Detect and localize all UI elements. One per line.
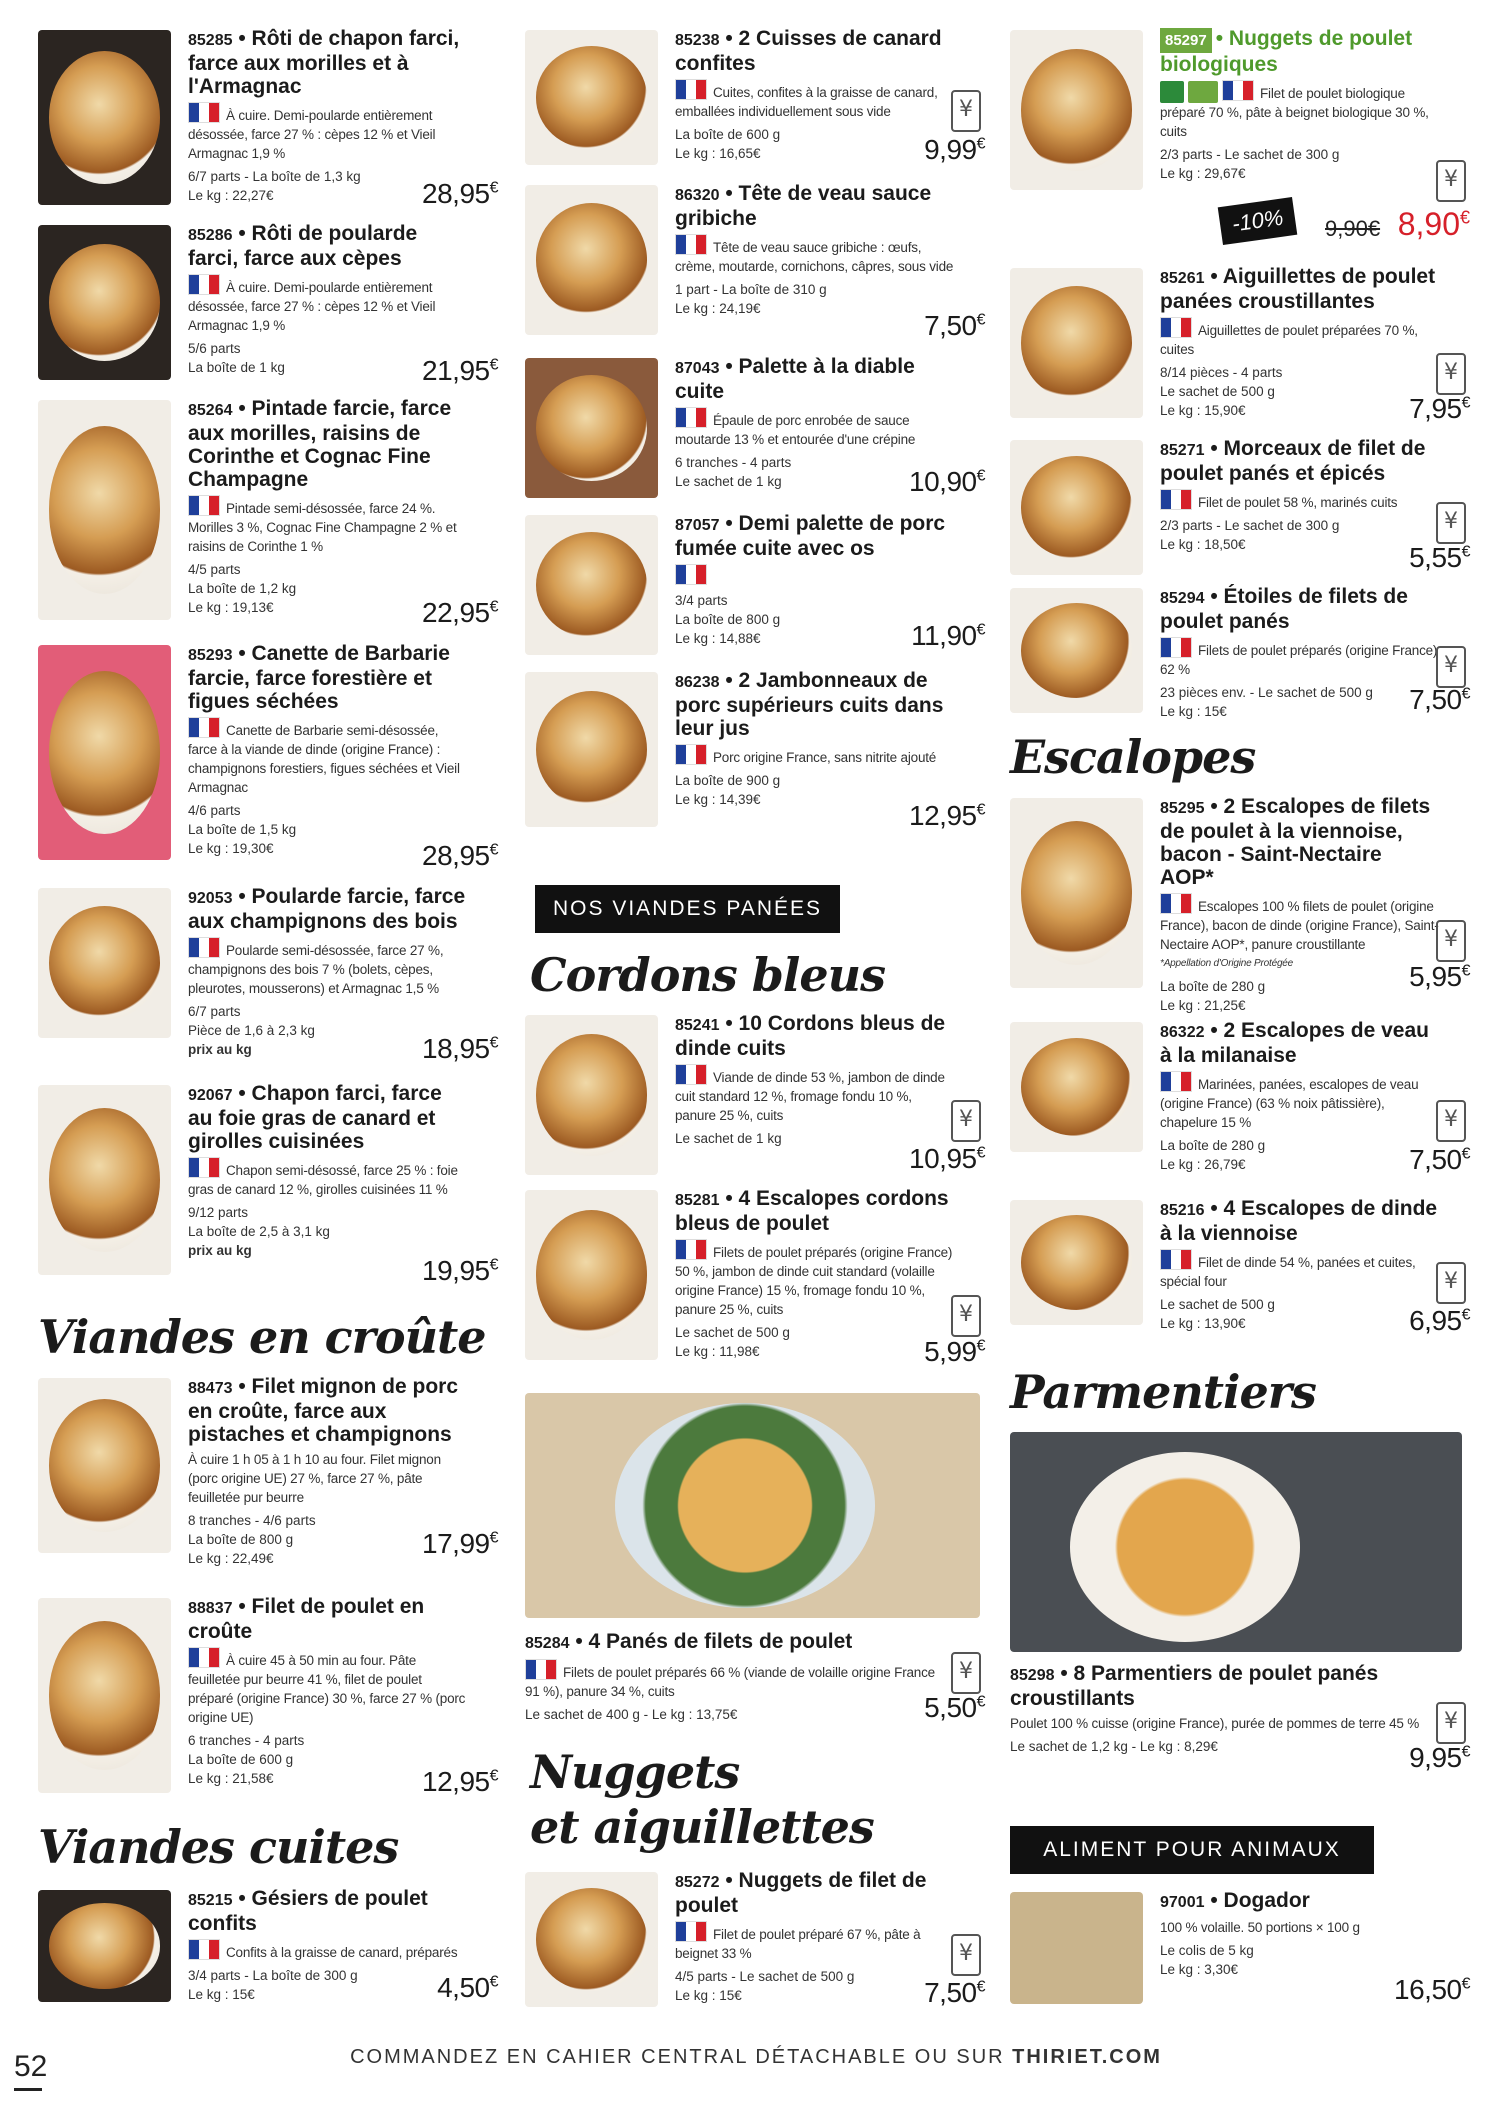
product-title: 85297 • Nuggets de poulet biologiques [1160, 27, 1413, 76]
product-photo [38, 30, 171, 205]
product-card[interactable] [525, 1187, 985, 1375]
product-title: 85286 • Rôti de poularde farci, farce aux cèpes [188, 222, 418, 270]
product-card[interactable] [38, 1375, 498, 1566]
product-desc: À cuire 45 à 50 min au four. Pâte feuilletée pur beurre 41 %, filet de poulet préparé (origine France) 30 %, farce 27 % (porc origine UE) [188, 1647, 468, 1727]
product-price: 28,95€ [422, 178, 498, 209]
product-card[interactable] [38, 1082, 498, 1286]
product-price: 10,90€ [909, 466, 985, 497]
france-flag-icon [675, 1239, 707, 1260]
france-flag-icon [1160, 637, 1192, 658]
product-desc: À cuire. Demi-poularde entièrement désossée, farce 27 % : cèpes 12 % et Vieil Armagnac 1,9 % [188, 274, 468, 335]
product-photo [38, 645, 171, 860]
product-price: 21,95€ [422, 355, 498, 386]
product-meta: 4/5 parts La boîte de 1,2 kg Le kg : 19,13€ [188, 562, 297, 615]
footer: COMMANDEZ EN CAHIER CENTRAL DÉTACHABLE OU SUR THIRIET.COM [350, 2046, 1162, 2068]
product-card[interactable] [1010, 265, 1470, 424]
product-price: 18,95€ [422, 1033, 498, 1064]
panes-photo [525, 1393, 980, 1618]
fork-knife-icon: ¥ [1436, 646, 1466, 688]
product-price: 16,50€ [1394, 1974, 1470, 2005]
france-flag-icon [188, 937, 220, 958]
product-card[interactable] [38, 27, 498, 210]
france-flag-icon [675, 79, 707, 100]
product-photo [1010, 1200, 1143, 1325]
product-title: 92053 • Poularde farcie, farce aux champignons des bois [188, 885, 466, 933]
product-photo [38, 1085, 171, 1275]
product-price: 17,99€ [422, 1528, 498, 1559]
product-price: 9,99€ [924, 134, 985, 165]
product-meta: 4/6 parts La boîte de 1,5 kg Le kg : 19,30€ [188, 803, 297, 856]
product-price: 12,95€ [909, 800, 985, 831]
product-title: 85216 • 4 Escalopes de dinde à la viennoise [1160, 1197, 1438, 1245]
product-card[interactable] [38, 885, 498, 1078]
product-meta: 2/3 parts - Le sachet de 300 g Le kg : 29,67€ [1160, 147, 1340, 181]
product-desc: Canette de Barbarie semi-désossée, farce à la viande de dinde (origine France) : champignons forestiers, figues séchées et Vieil Armagnac [188, 717, 468, 797]
product-meta: Le colis de 5 kg Le kg : 3,30€ [1160, 1943, 1254, 1977]
france-flag-icon [675, 564, 707, 585]
section-title-viandes-en-croute: Viandes en croûte [38, 1310, 486, 1364]
product-card[interactable] [525, 669, 985, 832]
france-flag-icon [1160, 1249, 1192, 1270]
product-photo [1010, 268, 1143, 418]
product-desc: Filets de poulet préparés (origine France) 50 %, jambon de dinde cuit standard (volaille origine France) 15 %, fromage fondu 10 %, panure 25 %, cuits [675, 1239, 955, 1319]
product-price: 10,95€ [909, 1143, 985, 1174]
product-meta: 2/3 parts - Le sachet de 300 g Le kg : 18,50€ [1160, 518, 1340, 552]
product-photo [38, 1890, 171, 2002]
eu-organic-icon [1188, 81, 1218, 103]
product-title: 86322 • 2 Escalopes de veau à la milanaise [1160, 1019, 1429, 1067]
france-flag-icon [188, 274, 220, 295]
product-desc: À cuire 1 h 05 à 1 h 10 au four. Filet mignon (porc origine UE) 27 %, farce 27 %, pâte feuilletée pur beurre [188, 1452, 441, 1505]
product-title: 86320 • Tête de veau sauce gribiche [675, 182, 932, 230]
product-title: 87043 • Palette à la diable cuite [675, 355, 915, 403]
section-banner-viandes-panees: NOS VIANDES PANÉES [535, 885, 840, 933]
product-photo [38, 1378, 171, 1553]
product-photo [525, 1190, 658, 1360]
product-meta: 3/4 parts La boîte de 800 g Le kg : 14,88€ [675, 593, 781, 646]
france-flag-icon [188, 1157, 220, 1178]
footer-site-link[interactable]: THIRIET.COM [1012, 2046, 1162, 2068]
product-photo [525, 1872, 658, 2007]
product-title: 88837 • Filet de poulet en croûte [188, 1595, 425, 1643]
product-photo [1010, 1022, 1143, 1152]
product-desc: À cuire. Demi-poularde entièrement désossée, farce 27 % : cèpes 12 % et Vieil Armagnac 1,9 % [188, 102, 468, 163]
product-desc: Filet de poulet 58 %, marinés cuits [1160, 489, 1440, 512]
france-flag-icon [188, 717, 220, 738]
product-desc: Épaule de porc enrobée de sauce moutarde 13 % et entourée d'une crépine [675, 407, 955, 449]
france-flag-icon [675, 407, 707, 428]
product-price: 7,95€ [1409, 393, 1470, 424]
product-desc: Viande de dinde 53 %, jambon de dinde cuit standard 12 %, fromage fondu 10 %, panure 25 %, cuits [675, 1064, 955, 1125]
product-photo [525, 358, 658, 498]
product-card[interactable] [1010, 27, 1470, 255]
product-desc: Filet de poulet préparé 67 %, pâte à beignet 33 % [675, 1921, 955, 1963]
product-photo [1010, 798, 1143, 988]
product-card[interactable] [1010, 437, 1470, 580]
section-title-parmentiers: Parmentiers [1010, 1365, 1316, 1419]
fork-knife-icon: ¥ [1436, 920, 1466, 962]
product-price: 5,55€ [1409, 542, 1470, 573]
product-title: 85272 • Nuggets de filet de poulet [675, 1869, 927, 1917]
france-flag-icon [188, 1939, 220, 1960]
product-price: 7,50€ [924, 310, 985, 341]
product-meta: 6/7 parts - La boîte de 1,3 kg Le kg : 22,27€ [188, 169, 361, 203]
france-flag-icon [188, 102, 220, 123]
product-photo [1010, 440, 1143, 575]
fork-knife-icon: ¥ [1436, 160, 1466, 202]
product-desc: Filet de poulet biologique préparé 70 %, pâte à beignet biologique 30 %, cuits [1160, 80, 1440, 141]
product-meta: Le sachet de 1,2 kg - Le kg : 8,29€ [1010, 1739, 1218, 1754]
product-meta: La boîte de 280 g Le kg : 21,25€ [1160, 979, 1266, 1013]
product-price: 6,95€ [1409, 1305, 1470, 1336]
product-meta: La boîte de 600 g Le kg : 16,65€ [675, 127, 781, 161]
product-photo [525, 515, 658, 655]
old-price: 9,90€ [1325, 216, 1381, 241]
ab-organic-icon [1160, 81, 1184, 103]
france-flag-icon [675, 234, 707, 255]
product-title: 92067 • Chapon farci, farce au foie gras de canard et girolles cuisinées [188, 1082, 442, 1153]
product-title: 85215 • Gésiers de poulet confits [188, 1887, 428, 1935]
fork-knife-icon: ¥ [1436, 1262, 1466, 1304]
product-desc: 100 % volaille. 50 portions × 100 g [1160, 1920, 1360, 1935]
fork-knife-icon: ¥ [951, 1295, 981, 1337]
product-price: 19,95€ [422, 1255, 498, 1286]
section-title-aiguillettes: et aiguillettes [530, 1800, 874, 1854]
product-desc: Porc origine France, sans nitrite ajouté [675, 744, 955, 767]
product-photo [525, 30, 658, 165]
page-number-underline [14, 2088, 42, 2091]
product-price: 7,50€ [1409, 684, 1470, 715]
product-desc: Tête de veau sauce gribiche : œufs, crème, moutarde, cornichons, câpres, sous vide [675, 234, 955, 276]
product-price: 22,95€ [422, 597, 498, 628]
product-meta: Le sachet de 1 kg [675, 1131, 782, 1146]
product-desc: Marinées, panées, escalopes de veau (origine France) (63 % noix pâtissière), chapelure 15 % [1160, 1071, 1440, 1132]
product-title: 87057 • Demi palette de porc fumée cuite avec os [675, 512, 946, 560]
product-meta: 5/6 parts La boîte de 1 kg [188, 341, 285, 375]
product-title: 85298 • 8 Parmentiers de poulet panés croustillants [1010, 1662, 1379, 1710]
product-desc: Filets de poulet préparés (origine France) 62 % [1160, 637, 1440, 679]
page-number: 52 [14, 2050, 48, 2083]
product-photo [1010, 588, 1143, 713]
product-desc: Filet de dinde 54 %, panées et cuites, spécial four [1160, 1249, 1440, 1291]
france-flag-icon [188, 1647, 220, 1668]
product-meta: 6/7 parts Pièce de 1,6 à 2,3 kg prix au kg [188, 1004, 315, 1057]
product-price: 5,50€ [924, 1692, 985, 1723]
france-flag-icon [675, 1064, 707, 1085]
fork-knife-icon: ¥ [1436, 1100, 1466, 1142]
product-photo [525, 185, 658, 335]
product-meta: Le sachet de 500 g Le kg : 11,98€ [675, 1325, 790, 1359]
product-card[interactable] [525, 1630, 985, 1725]
product-photo [38, 225, 171, 380]
product-title: 85285 • Rôti de chapon farci, farce aux morilles et à l'Armagnac [188, 27, 460, 98]
product-title: 85295 • 2 Escalopes de filets de poulet à la viennoise, bacon - Saint-Nectaire AOP* [1160, 795, 1431, 889]
product-title: 85261 • Aiguillettes de poulet panées croustillantes [1160, 265, 1436, 313]
section-title-viandes-cuites: Viandes cuites [38, 1820, 399, 1874]
fork-knife-icon: ¥ [1436, 353, 1466, 395]
parmentiers-photo [1010, 1432, 1462, 1652]
product-card[interactable] [525, 1012, 985, 1180]
product-desc: Cuites, confites à la graisse de canard, emballées individuellement sous vide [675, 79, 955, 121]
france-flag-icon [1160, 893, 1192, 914]
product-card[interactable] [38, 1595, 498, 1798]
discount-badge: -10% [1218, 197, 1298, 245]
product-desc: Filets de poulet préparés 66 % (viande de volaille origine France 91 %), panure 34 %, cuits [525, 1659, 935, 1701]
product-meta: La boîte de 280 g Le kg : 26,79€ [1160, 1138, 1266, 1172]
france-flag-icon [1160, 489, 1192, 510]
section-title-escalopes: Escalopes [1010, 730, 1256, 784]
product-meta: 8 tranches - 4/6 parts La boîte de 800 g Le kg : 22,49€ [188, 1513, 316, 1566]
product-price: 12,95€ [422, 1766, 498, 1797]
product-card[interactable] [525, 1869, 985, 2012]
product-desc: Confits à la graisse de canard, préparés [188, 1939, 468, 1962]
product-card[interactable] [1010, 795, 1470, 1013]
product-card[interactable] [525, 182, 985, 341]
fork-knife-icon: ¥ [951, 1652, 981, 1694]
france-flag-icon [675, 744, 707, 765]
product-desc: Escalopes 100 % filets de poulet (origine France), bacon de dinde (origine France), Saint-Nectaire AOP*, panure croustillante *Appellation d'Origine Protégée [1160, 893, 1440, 973]
product-meta: 6 tranches - 4 parts La boîte de 600 g Le kg : 21,58€ [188, 1733, 305, 1786]
fork-knife-icon: ¥ [951, 1100, 981, 1142]
product-desc: Chapon semi-désossé, farce 25 % : foie gras de canard 12 %, girolles cuisinées 11 % [188, 1157, 468, 1199]
product-meta: 9/12 parts La boîte de 2,5 à 3,1 kg prix au kg [188, 1205, 330, 1258]
dog-photo [1010, 1892, 1143, 2004]
product-card[interactable] [38, 397, 498, 630]
product-card[interactable] [1010, 585, 1470, 723]
product-meta: 6 tranches - 4 parts Le sachet de 1 kg [675, 455, 792, 489]
product-card[interactable] [38, 222, 498, 386]
product-meta: Le sachet de 500 g Le kg : 13,90€ [1160, 1297, 1275, 1331]
product-meta: Le sachet de 400 g - Le kg : 13,75€ [525, 1707, 738, 1722]
product-price: 28,95€ [422, 840, 498, 871]
product-card[interactable] [1010, 1889, 1470, 2012]
section-title-cordons-bleus: Cordons bleus [530, 948, 885, 1002]
product-title: 85241 • 10 Cordons bleus de dinde cuits [675, 1012, 946, 1060]
section-banner-animaux: ALIMENT POUR ANIMAUX [1010, 1826, 1374, 1874]
france-flag-icon [1160, 1071, 1192, 1092]
product-desc: Pintade semi-désossée, farce 24 %. Morilles 3 %, Cognac Fine Champagne 2 % et raisins de Corinthe 1 % [188, 495, 468, 556]
section-title-nuggets: Nuggets [530, 1745, 740, 1799]
product-photo [525, 672, 658, 827]
fork-knife-icon: ¥ [951, 1934, 981, 1976]
fork-knife-icon: ¥ [951, 90, 981, 132]
product-meta: 1 part - La boîte de 310 g Le kg : 24,19€ [675, 282, 827, 316]
product-card[interactable] [38, 642, 498, 871]
product-desc: Aiguillettes de poulet préparées 70 %, cuites [1160, 317, 1440, 359]
fork-knife-icon: ¥ [1436, 502, 1466, 544]
product-title: 85284 • 4 Panés de filets de poulet [525, 1630, 853, 1653]
product-meta: 23 pièces env. - Le sachet de 500 g Le kg : 15€ [1160, 685, 1373, 719]
france-flag-icon [1222, 80, 1254, 101]
product-title: 97001 • Dogador [1160, 1889, 1310, 1912]
product-card[interactable] [1010, 1662, 1470, 1773]
france-flag-icon [525, 1659, 557, 1680]
product-price: 4,50€ [437, 1972, 498, 2003]
product-photo [38, 400, 171, 620]
product-card[interactable] [38, 1887, 498, 2010]
product-meta: 4/5 parts - Le sachet de 500 g Le kg : 15€ [675, 1969, 855, 2003]
product-meta: 8/14 pièces - 4 parts Le sachet de 500 g Le kg : 15,90€ [1160, 365, 1283, 418]
product-title: 85281 • 4 Escalopes cordons bleus de poulet [675, 1187, 949, 1235]
france-flag-icon [188, 495, 220, 516]
product-title: 85293 • Canette de Barbarie farcie, farce forestière et figues séchées [188, 642, 450, 713]
product-price: 11,90€ [911, 620, 985, 651]
product-card[interactable] [525, 27, 985, 170]
product-price: 5,95€ [1409, 961, 1470, 992]
product-title: 85238 • 2 Cuisses de canard confites [675, 27, 942, 75]
product-price: 7,50€ [1409, 1144, 1470, 1175]
product-card[interactable] [525, 355, 985, 503]
product-photo [525, 1015, 658, 1175]
product-title: 88473 • Filet mignon de porc en croûte, farce aux pistaches et champignons [188, 1375, 459, 1446]
product-photo [38, 888, 171, 1038]
product-desc: Poulet 100 % cuisse (origine France), purée de pommes de terre 45 % [1010, 1716, 1420, 1731]
product-price: 8,90€ [1397, 206, 1470, 242]
product-title: 85264 • Pintade farcie, farce aux morilles, raisins de Corinthe et Cognac Fine Champagne [188, 397, 452, 491]
product-card[interactable] [1010, 1197, 1470, 1345]
product-price: 7,50€ [924, 1977, 985, 2008]
product-card[interactable] [525, 512, 985, 660]
product-desc [675, 564, 955, 587]
product-title: 85271 • Morceaux de filet de poulet panés et épicés [1160, 437, 1426, 485]
france-flag-icon [675, 1921, 707, 1942]
france-flag-icon [1160, 317, 1192, 338]
product-desc: Poularde semi-désossée, farce 27 %, champignons des bois 7 % (bolets, cèpes, pleurotes, mousserons) et Armagnac 1,5 % [188, 937, 468, 998]
product-photo [1010, 30, 1143, 190]
product-price: 9,95€ [1409, 1742, 1470, 1773]
product-card[interactable] [1010, 1019, 1470, 1187]
fork-knife-icon: ¥ [1436, 1702, 1466, 1744]
product-meta: La boîte de 900 g Le kg : 14,39€ [675, 773, 781, 807]
product-photo [38, 1598, 171, 1793]
product-title: 85294 • Étoiles de filets de poulet panés [1160, 585, 1408, 633]
product-meta: 3/4 parts - La boîte de 300 g Le kg : 15€ [188, 1968, 358, 2002]
product-title: 86238 • 2 Jambonneaux de porc supérieurs cuits dans leur jus [675, 669, 944, 740]
product-price: 5,99€ [924, 1336, 985, 1367]
